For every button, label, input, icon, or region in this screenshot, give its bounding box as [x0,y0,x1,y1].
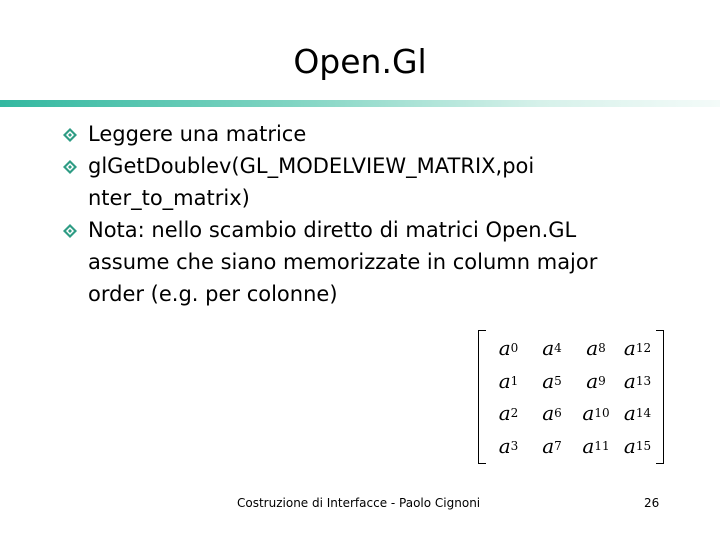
matrix-cell-index: 0 [510,341,519,356]
matrix-cell-symbol: a [542,368,555,393]
footer-text: Costruzione di Interfacce - Paolo Cignoni [237,496,481,510]
matrix-cell-symbol: a [542,336,555,361]
bullet-item [60,214,620,310]
matrix-cell-symbol: a [586,368,599,393]
matrix-cell-symbol: a [542,401,555,426]
matrix-cell-symbol: a [498,401,511,426]
matrix-right-bracket [656,330,664,464]
matrix-cell-index: 15 [635,438,652,453]
matrix-cell-index: 11 [594,438,610,453]
diamond-bullet-icon [62,127,78,143]
matrix-cell [531,332,573,365]
matrix-cell-symbol: a [498,433,511,458]
title-divider [0,100,720,107]
matrix-cell [573,397,619,430]
matrix-cell-index: 3 [510,438,519,453]
diamond-bullet-icon [62,223,78,239]
bullet-item [60,118,620,150]
matrix-cell-symbol: a [582,433,595,458]
bullet-text: glGetDoublev(GL_MODELVIEW_MATRIX,poi nter_to_matrix) [88,154,535,210]
matrix-cell-index: 5 [554,373,562,388]
matrix-cell [486,332,531,365]
matrix-cell [486,365,531,398]
bullet-text: Nota: nello scambio diretto di matrici Open.GL assume che siano memorizzate in column major order (e.g. per colonne) [88,218,598,306]
bullet-item [60,150,620,214]
matrix-cell [619,332,656,365]
matrix-cell-index: 8 [598,341,606,356]
matrix-cell-symbol: a [542,433,555,458]
matrix-cell [619,365,656,398]
matrix-cell-symbol: a [498,368,511,393]
matrix-cell-index: 13 [635,373,652,388]
matrix-cell-symbol: a [623,368,636,393]
bullet-text: Leggere una matrice [88,122,307,146]
matrix-cell-index: 7 [554,438,562,453]
column-major-matrix [478,330,664,464]
matrix-cell-index: 2 [510,406,519,421]
page-number: 26 [644,496,660,510]
matrix-cell-symbol: a [498,336,511,361]
matrix-cell [486,430,531,463]
matrix-cell-index: 4 [554,341,562,356]
matrix-cell-symbol: a [623,401,636,426]
bullet-list [60,118,620,310]
matrix-cell-index: 6 [554,406,562,421]
matrix-cell [573,430,619,463]
matrix-cell-index: 12 [635,341,652,356]
matrix-cell-index: 1 [510,373,519,388]
matrix-grid [486,332,656,462]
matrix-cell-index: 14 [635,406,652,421]
matrix-cell-index: 10 [594,406,610,421]
diamond-bullet-icon [62,159,78,175]
matrix-cell [531,430,573,463]
matrix-cell-symbol: a [623,336,636,361]
slide-title: Open.Gl [293,42,427,81]
matrix-cell [531,397,573,430]
matrix-cell [573,365,619,398]
matrix-cell-symbol: a [582,401,595,426]
matrix-cell [619,430,656,463]
matrix-cell [531,365,573,398]
matrix-cell [486,397,531,430]
matrix-cell-symbol: a [623,433,636,458]
matrix-cell [573,332,619,365]
matrix-cell-index: 9 [598,373,606,388]
matrix-cell-symbol: a [586,336,599,361]
matrix-left-bracket [478,330,486,464]
matrix-cell [619,397,656,430]
